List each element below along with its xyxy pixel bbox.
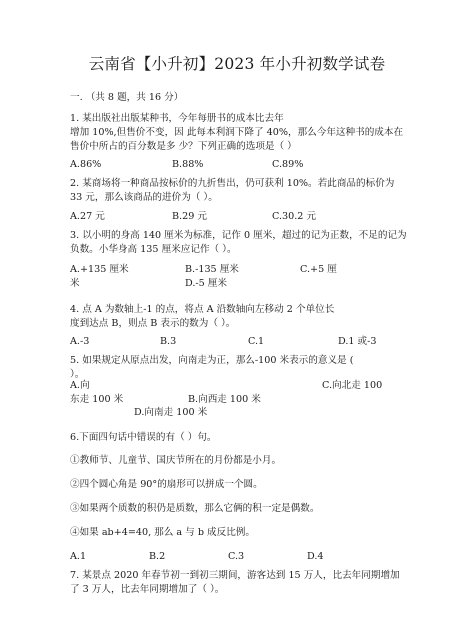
page-title: 云南省【小升初】2023 年小升初数学试卷: [88, 55, 386, 73]
q6-option-a: A.1: [70, 551, 87, 562]
q3-line-2: 负数。小华身高 135 厘米应记作（ ）。: [70, 244, 237, 255]
q2-line-2: 33 元，那么该商品的进价为（ ）。: [70, 192, 218, 203]
q3-option-c-cont: 米: [70, 278, 80, 289]
q1-option-c: C.89%: [272, 159, 304, 170]
q5-option-a-cont: 东走 100 米: [70, 394, 124, 405]
q5-option-a: A.向: [70, 380, 90, 391]
q6-line-1: 6.下面四句话中错误的有（ ）句。: [70, 432, 217, 443]
q4-line-1: 4. 点 A 为数轴上-1 的点，将点 A 沿数轴向左移动 2 个单位长: [70, 304, 335, 315]
q6-option-c: C.3: [228, 551, 245, 562]
q3-option-b: B.-135 厘米: [185, 264, 239, 275]
q2-line-1: 2. 某商场将一种商品按标价的九折售出，仍可获利 10%。若此商品的标价为: [70, 178, 395, 189]
q2-option-c: C.30.2 元: [272, 211, 317, 222]
q1-line-3: 售价中所占的百分数是多 少？下列正确的选项是（ ）: [70, 141, 297, 152]
q3-option-a: A.+135 厘米: [70, 264, 129, 275]
q4-line-2: 度到达点 B，则点 B 表示的数为（ ）。: [70, 318, 236, 329]
q1-option-a: A.86%: [70, 159, 102, 170]
section-heading: 一. （共 8 题，共 16 分）: [70, 92, 184, 103]
q1-line-2: 增加 10%,但售价不变，因 此每本利润下降了 40%，那么今年这种书的成本在: [70, 127, 404, 138]
q3-option-c: C.+5 厘: [300, 264, 337, 275]
q5-option-b: B.向西走 100 米: [188, 394, 261, 405]
q5-line-2: ）。: [70, 369, 85, 380]
q2-option-b: B.29 元: [172, 211, 207, 222]
q4-option-d: D.1 或-3: [338, 336, 377, 347]
q4-option-c: C.1: [248, 336, 265, 347]
q6-statement-4: ④如果 ab+4=40, 那么 a 与 b 成反比例。: [70, 527, 255, 538]
q4-option-b: B.3: [160, 336, 177, 347]
q6-statement-3: ③如果两个质数的积仍是质数，那么它俩的积一定是偶数。: [70, 503, 320, 514]
q5-option-c: C.向北走 100: [322, 380, 383, 391]
q5-line-1: 5. 如果规定从原点出发，向南走为正，那么-100 米表示的意义是 (: [70, 355, 354, 366]
q4-option-a: A.-3: [70, 336, 90, 347]
q3-option-d: D.-5 厘米: [185, 278, 227, 289]
q5-option-d: D.向南走 100 米: [134, 407, 208, 418]
q2-option-a: A.27 元: [70, 211, 105, 222]
q3-line-1: 3. 以小明的身高 140 厘米为标准，记作 0 厘米，超过的记为正数，不足的记为: [70, 230, 407, 241]
q6-statement-2: ②四个圆心角是 90°的扇形可以拼成一个圆。: [70, 479, 263, 490]
q6-statement-1: ①教师节、儿童节、国庆节所在的月份都是小月。: [70, 455, 282, 466]
q7-line-2: 了 3 万人，比去年同期增加了（ ）。: [70, 584, 225, 595]
q7-line-1: 7. 某景点 2020 年春节初一到初三期间，游客达到 15 万人，比去年同期增加: [70, 570, 400, 581]
q1-option-b: B.88%: [172, 159, 204, 170]
q6-option-d: D.4: [307, 551, 324, 562]
q1-line-1: 1. 某出版社出版某种书，今年每册书的成本比去年: [70, 113, 284, 124]
q6-option-b: B.2: [149, 551, 166, 562]
